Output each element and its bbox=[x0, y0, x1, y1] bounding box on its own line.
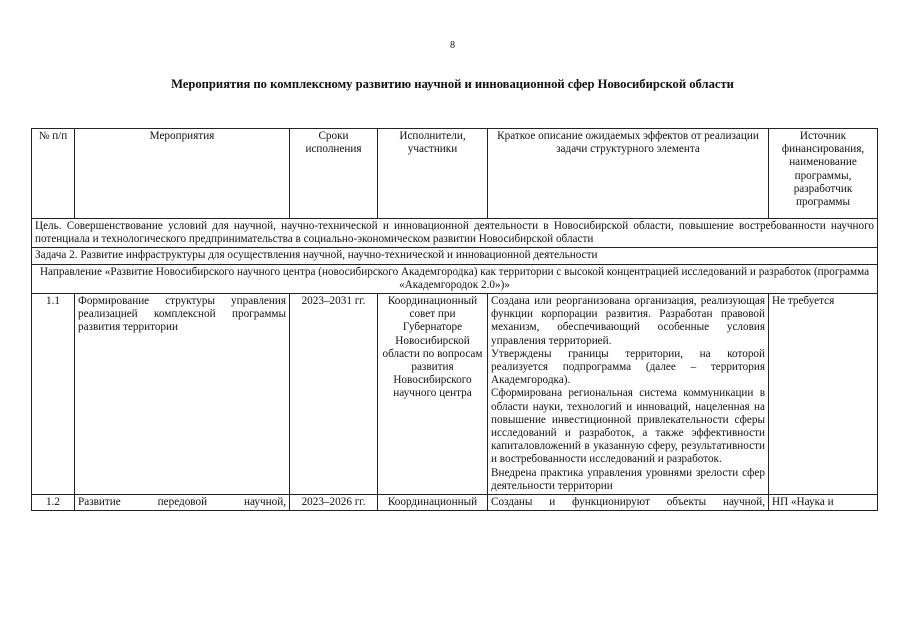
effect-paragraph: Утверждены границы территории, на которой реализуется подпрограмма (далее – территория Академгородка). bbox=[491, 347, 765, 387]
header-terms: Сроки исполнения bbox=[290, 129, 378, 219]
row-effects: Созданы и функционируют объекты научной, bbox=[488, 495, 769, 511]
header-number: № п/п bbox=[32, 129, 75, 219]
header-executors: Исполнители, участники bbox=[378, 129, 488, 219]
page-number: 8 bbox=[450, 40, 455, 51]
task-row bbox=[32, 248, 878, 264]
row-measure: Формирование структуры управления реализацией комплексной программы развития территории bbox=[75, 294, 290, 495]
row-executor: Координационный bbox=[378, 495, 488, 511]
table-row bbox=[32, 495, 878, 511]
row-source: НП «Наука и bbox=[769, 495, 878, 511]
row-measure: Развитие передовой научной, bbox=[75, 495, 290, 511]
row-number: 1.2 bbox=[32, 495, 75, 511]
direction-text: Направление «Развитие Новосибирского научного центра (новосибирского Академгородка) как территории с высокой концентрацией исследований и разработок (программа «Академгородок 2.0»)» bbox=[32, 264, 878, 293]
row-source: Не требуется bbox=[769, 294, 878, 495]
page-title: Мероприятия по комплексному развитию научной и инновационной сфер Новосибирской области bbox=[171, 77, 734, 91]
table-row bbox=[32, 294, 878, 495]
effect-paragraph: Внедрена практика управления уровнями зрелости сфер деятельности территории bbox=[491, 466, 765, 492]
goal-row bbox=[32, 219, 878, 248]
row-executor: Координационный совет при Губернаторе Новосибирской области по вопросам развития Новосибирского научного центра bbox=[378, 294, 488, 495]
goal-text: Цель. Совершенствование условий для научной, научно-технической и инновационной деятельности в Новосибирской области, повышение востребованности научного потенциала и технологического предпринимательства в социально-экономическом развитии Новосибирской области bbox=[32, 219, 878, 248]
header-source: Источник финансирования, наименование программы, разработчик программы bbox=[769, 129, 878, 219]
header-measures: Мероприятия bbox=[75, 129, 290, 219]
row-number: 1.1 bbox=[32, 294, 75, 495]
row-effects bbox=[488, 294, 769, 495]
direction-row bbox=[32, 264, 878, 293]
measures-table bbox=[31, 128, 878, 511]
row-term: 2023–2026 гг. bbox=[290, 495, 378, 511]
effect-paragraph: Создана или реорганизована организация, реализующая функции корпорации развития. Разработан правовой механизм, обеспечивающий особенные условия управления территорией. bbox=[491, 295, 765, 347]
task-text: Задача 2. Развитие инфраструктуры для осуществления научной, научно-технической и инновационной деятельности bbox=[32, 248, 878, 264]
table-header-row bbox=[32, 129, 878, 219]
header-effects: Краткое описание ожидаемых эффектов от реализации задачи структурного элемента bbox=[488, 129, 769, 219]
effect-paragraph: Сформирована региональная система коммуникации в области науки, технологий и инноваций, нацеленная на повышение инвестиционной привлекательности сферы исследований и разработок, а также эффективности капиталовложений в указанную сферу, результативности и востребованности исследований и разработок. bbox=[491, 387, 765, 466]
row-term: 2023–2031 гг. bbox=[290, 294, 378, 495]
